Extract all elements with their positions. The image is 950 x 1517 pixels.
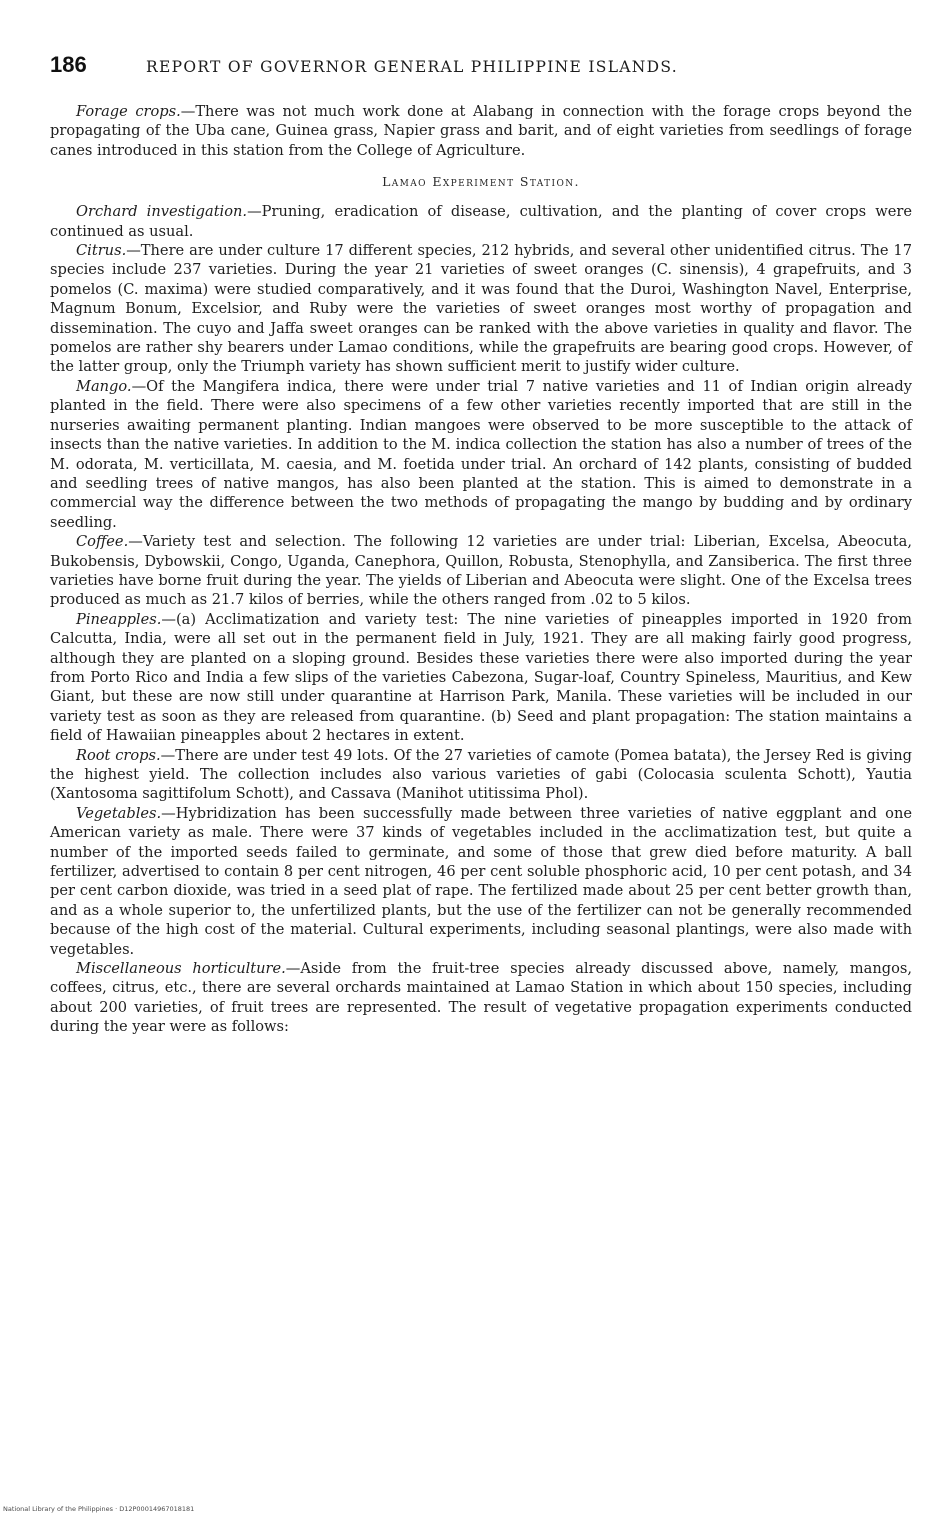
paragraph-text: —Variety test and selection. The following 12 varieties are under trial: Liberian, Excelsa, Abeocuta, Bukobensis, Dybowskii, Congo, Uganda, Canephora, Quillon, Robusta, Stenophylla, and Zansiberica. The first three varieties have borne fruit during the year. The yields of Liberian and Abeocuta were slight. One of the Excelsa trees produced as much as 21.7 kilos of berries, while the others ranged from .02 to 5 kilos. [50, 533, 912, 609]
paragraph-text: —Aside from the fruit-tree species already discussed above, namely, mangos, coffees, citrus, etc., there are several orchards maintained at Lamao Station in which about 150 species, including about 200 varieties, of fruit trees are represented. The result of vegetative propagation experiments conducted during the year were as follows: [50, 960, 912, 1036]
paragraph-text: —Hybridization has been successfully made between three varieties of native eggplant and one American variety as male. There were 37 kinds of vegetables included in the acclimatization test, but quite a number of the imported seeds failed to germinate, and some of those that grew died before maturity. A ball fertilizer, advertised to contain 8 per cent nitrogen, 46 per cent soluble phosphoric acid, 10 per cent potash, and 34 per cent carbon dioxide, was tried in a seed plat of rape. The fertilized made about 25 per cent better growth than, and as a whole superior to, the unfertilized plants, but the use of the fertilizer can not be generally recommended because of the high cost of the material. Cultural experiments, including seasonal plantings, were also made with vegetables. [50, 804, 912, 958]
footer-mark: National Library of the Philippines · D12P00014967018181 [3, 1505, 195, 1513]
paragraph-mango [50, 377, 912, 532]
paragraph-lead: Vegetables. [76, 804, 162, 822]
paragraph-citrus [50, 241, 912, 377]
paragraph-lead: Mango. [76, 377, 132, 395]
paragraph-text: —There are under culture 17 different species, 212 hybrids, and several other unidentified citrus. The 17 species include 237 varieties. During the year 21 varieties of sweet oranges (C. sinensis), 4 grapefruits, and 3 pomelos (C. maxima) were studied comparatively, and it was found that the Duroi, Washington Navel, Enterprise, Magnum Bonum, Excelsior, and Ruby were the varieties of sweet oranges most worthy of propagation and dissemination. The cuyo and Jaffa sweet oranges can be ranked with the above varieties in quality and flavor. The pomelos are rather shy bearers under Lamao conditions, while the grapefruits are bearing good crops. However, of the latter group, only the Triumph variety has shown sufficient merit to justify wider culture. [50, 242, 912, 376]
paragraph-lead: Root crops. [76, 746, 161, 764]
paragraph-lead: Coffee. [76, 533, 129, 551]
paragraph-miscellaneous-horticulture [50, 959, 912, 1037]
paragraph-lead: Orchard investigation. [76, 203, 248, 221]
paragraph-text: —Pruning, eradication of disease, cultivation, and the planting of cover crops were continued as usual. [50, 203, 912, 240]
paragraph-forage-crops [50, 102, 912, 160]
paragraph-text: —There was not much work done at Alabang in connection with the forage crops beyond the propagating of the Uba cane, Guinea grass, Napier grass and barit, and of eight varieties from seedlings of forage canes introduced in this station from the College of Agriculture. [50, 103, 912, 159]
paragraph-text: —There are under test 49 lots. Of the 27 varieties of camote (Pomea batata), the Jersey Red is giving the highest yield. The collection includes also various varieties of gabi (Colocasia sculenta Schott), Yautia (Xantosoma sagittifolum Schott), and Cassava (Manihot utitissima Phol). [50, 746, 912, 803]
paragraph-text: —Of the Mangifera indica, there were under trial 7 native varieties and 11 of Indian origin already planted in the field. There were also specimens of a few other varieties recently imported that are still in the nurseries awaiting permanent planting. Indian mangoes were observed to be more susceptible to the attack of insects than the native varieties. In addition to the M. indica collection the station has also a number of trees of the M. odorata, M. verticillata, M. caesia, and M. foetida under trial. An orchard of 142 plants, consisting of budded and seedling trees of native mangos, has also been planted at the station. This is aimed to demonstrate in a commercial way the difference between the two methods of propagating the mango by budding and by ordinary seedling. [50, 377, 912, 531]
document-page [50, 52, 912, 1037]
running-title: REPORT OF GOVERNOR GENERAL PHILIPPINE ISLANDS. [146, 58, 678, 76]
paragraph-text: —(a) Acclimatization and variety test: The nine varieties of pineapples imported in 1920 from Calcutta, India, were all set out in the permanent field in July, 1921. They are all making fairly good progress, although they are planted on a sloping ground. Besides these varieties there were also imported during the year from Porto Rico and India a few slips of the varieties Cabezona, Sugar-loaf, Country Spineless, Mauritius, and Kew Giant, but these are now still under quarantine at Harrison Park, Manila. These varieties will be included in our variety test as soon as they are released from quarantine. (b) Seed and plant propagation: The station maintains a field of Hawaiian pineapples about 2 hectares in extent. [50, 610, 912, 745]
section-heading: Lamao Experiment Station. [382, 174, 580, 190]
paragraph-lead: Miscellaneous horticulture. [76, 960, 286, 978]
paragraph-root-crops [50, 746, 912, 804]
page-number: 186 [50, 52, 87, 77]
paragraph-vegetables [50, 804, 912, 959]
paragraph-lead: Pineapples. [76, 610, 162, 628]
paragraph-orchard-investigation [50, 202, 912, 241]
page-header [50, 52, 912, 78]
paragraph-pineapples [50, 610, 912, 746]
paragraph-coffee [50, 532, 912, 610]
paragraph-lead: Forage crops. [76, 103, 181, 120]
paragraph-lead: Citrus. [76, 242, 127, 260]
